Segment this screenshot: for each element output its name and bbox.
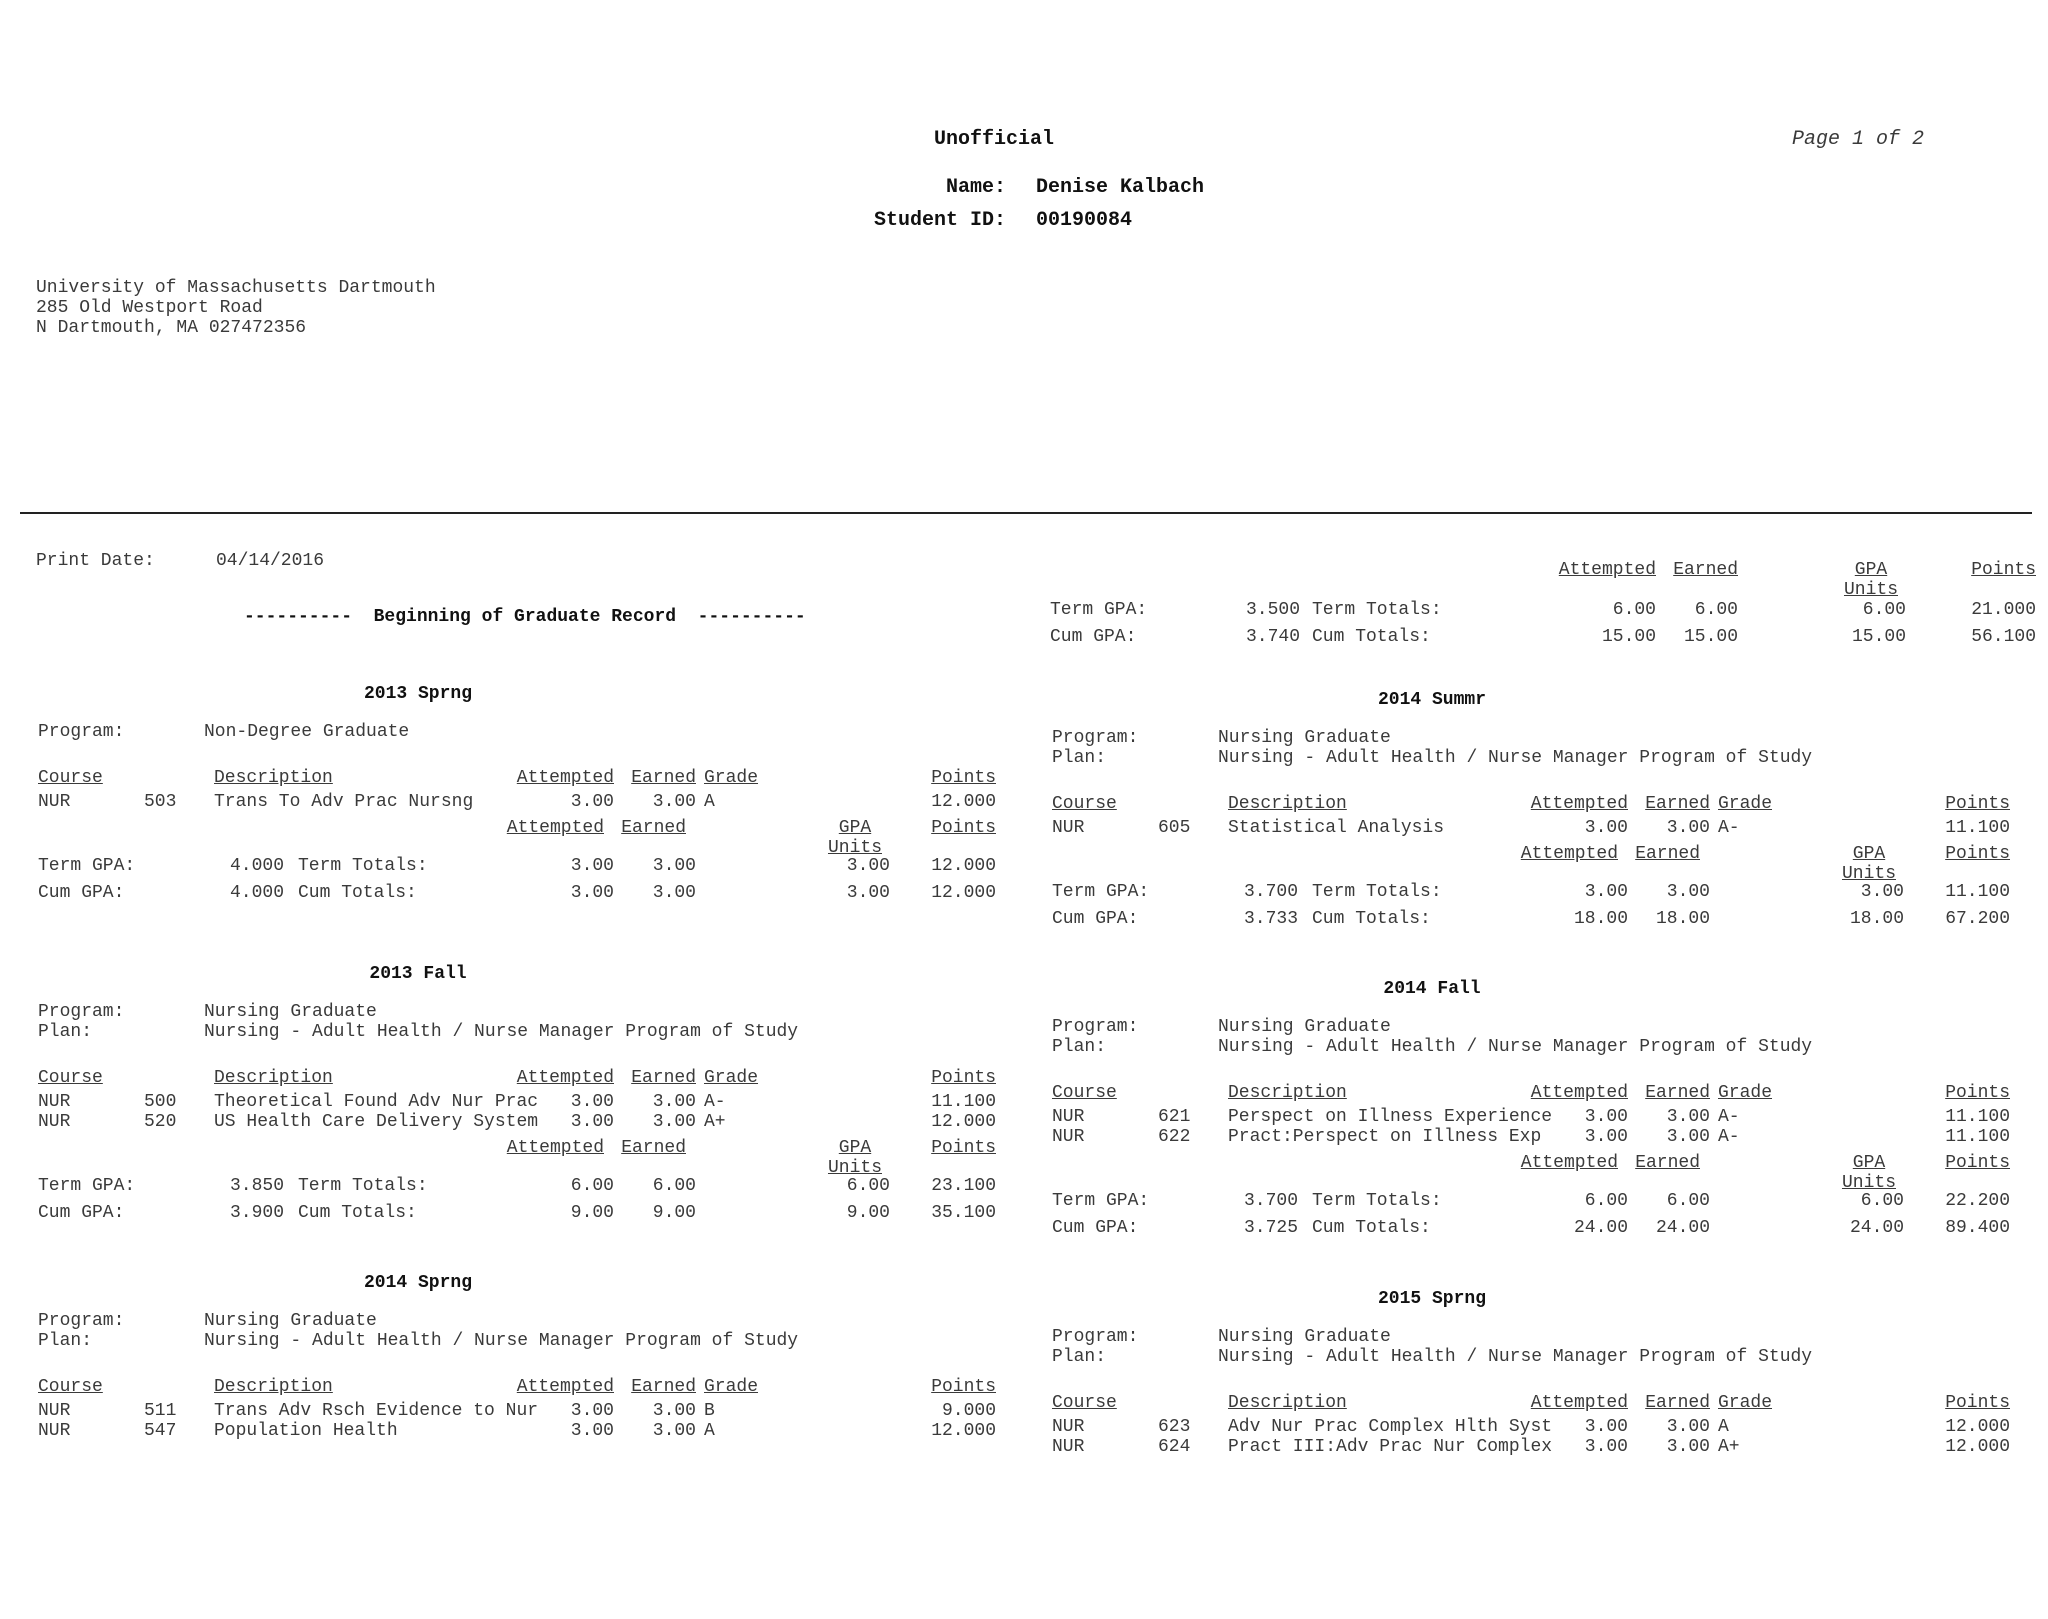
points-header: Points xyxy=(1945,1153,2010,1173)
earned-header: Earned xyxy=(631,1068,696,1088)
earned-header: Earned xyxy=(1645,1393,1710,1413)
cum-gpa: 3.733 xyxy=(1243,909,1298,929)
course-description: Population Health xyxy=(214,1421,398,1441)
course-attempted: 3.00 xyxy=(1584,1107,1628,1127)
cum-totals-label: Cum Totals: xyxy=(298,883,417,903)
attempted-header: Attempted xyxy=(1558,560,1656,580)
course-subject: NUR xyxy=(38,1092,71,1112)
cum-gpa-units: 15.00 xyxy=(1851,627,1906,647)
cum-attempted: 3.00 xyxy=(570,883,614,903)
points-header: Points xyxy=(931,1377,996,1397)
term-totals-label: Term Totals: xyxy=(298,856,428,876)
course-number: 622 xyxy=(1158,1127,1191,1147)
course-description: Statistical Analysis xyxy=(1228,818,1445,838)
gpa-units-header: GPA Units xyxy=(1841,844,1896,884)
cum-points: 35.100 xyxy=(931,1203,996,1223)
term-gpa-units: 6.00 xyxy=(1860,1191,1904,1211)
points-header: Points xyxy=(931,1068,996,1088)
attempted-header: Attempted xyxy=(516,1377,614,1397)
program-label: Program: xyxy=(38,722,125,742)
earned-header: Earned xyxy=(1645,1083,1710,1103)
course-points: 12.000 xyxy=(1945,1417,2010,1437)
record-banner: ---------- Beginning of Graduate Record ---------- xyxy=(244,607,806,627)
term-gpa: 4.000 xyxy=(229,856,284,876)
course-number: 605 xyxy=(1158,818,1191,838)
term-gpa: 3.700 xyxy=(1243,1191,1298,1211)
course-description: Perspect on Illness Experience xyxy=(1228,1107,1553,1127)
address-line-1: University of Massachusetts Dartmouth xyxy=(36,278,436,298)
course-earned: 3.00 xyxy=(1666,1437,1710,1457)
plan-label: Plan: xyxy=(38,1022,93,1042)
course-grade: A- xyxy=(704,1092,726,1112)
course-description: US Health Care Delivery System xyxy=(214,1112,539,1132)
plan-value: Nursing - Adult Health / Nurse Manager Program of Study xyxy=(204,1022,799,1042)
plan-label: Plan: xyxy=(1052,1037,1107,1057)
course-subject: NUR xyxy=(1052,1417,1085,1437)
cum-gpa-units: 3.00 xyxy=(846,883,890,903)
cum-gpa-label: Cum GPA: xyxy=(38,1203,125,1223)
plan-value: Nursing - Adult Health / Nurse Manager Program of Study xyxy=(1218,1037,1813,1057)
course-points: 12.000 xyxy=(1945,1437,2010,1457)
term-earned: 3.00 xyxy=(652,856,696,876)
attempted-header: Attempted xyxy=(1520,1153,1618,1173)
cum-gpa-label: Cum GPA: xyxy=(1052,909,1139,929)
program-value: Nursing Graduate xyxy=(204,1002,377,1022)
term-points: 22.200 xyxy=(1945,1191,2010,1211)
cum-totals-label: Cum Totals: xyxy=(1312,909,1431,929)
description-header: Description xyxy=(1228,1393,1347,1413)
term-gpa-label: Term GPA: xyxy=(1050,600,1148,620)
grade-header: Grade xyxy=(1718,1083,1773,1103)
description-header: Description xyxy=(1228,794,1347,814)
cum-gpa-units: 24.00 xyxy=(1849,1218,1904,1238)
term-title: 2014 Sprng xyxy=(363,1273,473,1293)
plan-label: Plan: xyxy=(1052,748,1107,768)
student-id: 00190084 xyxy=(1036,209,1133,232)
course-grade: A- xyxy=(1718,1107,1740,1127)
course-description: Theoretical Found Adv Nur Prac xyxy=(214,1092,539,1112)
gpa-units-header: GPA Units xyxy=(827,1138,882,1178)
course-number: 624 xyxy=(1158,1437,1191,1457)
course-attempted: 3.00 xyxy=(570,792,614,812)
cum-gpa-units: 18.00 xyxy=(1849,909,1904,929)
attempted-header: Attempted xyxy=(506,818,604,838)
term-gpa-label: Term GPA: xyxy=(38,1176,136,1196)
program-label: Program: xyxy=(38,1311,125,1331)
earned-header: Earned xyxy=(1645,794,1710,814)
attempted-header: Attempted xyxy=(516,1068,614,1088)
term-gpa: 3.700 xyxy=(1243,882,1298,902)
name-label: Name: xyxy=(945,176,1006,199)
description-header: Description xyxy=(214,768,333,788)
earned-header: Earned xyxy=(631,768,696,788)
points-header: Points xyxy=(1945,794,2010,814)
course-subject: NUR xyxy=(38,1401,71,1421)
grade-header: Grade xyxy=(704,1377,759,1397)
term-attempted: 6.00 xyxy=(1612,600,1656,620)
description-header: Description xyxy=(1228,1083,1347,1103)
attempted-header: Attempted xyxy=(516,768,614,788)
term-gpa-units: 3.00 xyxy=(1860,882,1904,902)
term-attempted: 3.00 xyxy=(570,856,614,876)
gpa-units-header: GPA Units xyxy=(1843,560,1898,600)
term-gpa-label: Term GPA: xyxy=(1052,882,1150,902)
cum-earned: 24.00 xyxy=(1655,1218,1710,1238)
description-header: Description xyxy=(214,1377,333,1397)
print-date: 04/14/2016 xyxy=(216,551,325,571)
term-block xyxy=(1052,690,2042,1020)
term-points: 11.100 xyxy=(1945,882,2010,902)
gpa-units-header: GPA Units xyxy=(1841,1153,1896,1193)
course-earned: 3.00 xyxy=(652,1401,696,1421)
points-header: Points xyxy=(1945,1083,2010,1103)
cum-attempted: 9.00 xyxy=(570,1203,614,1223)
program-label: Program: xyxy=(38,1002,125,1022)
plan-value: Nursing - Adult Health / Nurse Manager Program of Study xyxy=(1218,1347,1813,1367)
course-points: 9.000 xyxy=(941,1401,996,1421)
attempted-header: Attempted xyxy=(1520,844,1618,864)
course-attempted: 3.00 xyxy=(1584,1127,1628,1147)
course-header: Course xyxy=(1052,794,1117,814)
course-earned: 3.00 xyxy=(1666,1107,1710,1127)
term-block xyxy=(1052,979,2042,1309)
course-attempted: 3.00 xyxy=(570,1112,614,1132)
attempted-header: Attempted xyxy=(1530,1393,1628,1413)
course-grade: A- xyxy=(1718,818,1740,838)
student-id-label: Student ID: xyxy=(873,209,1006,232)
course-subject: NUR xyxy=(38,1112,71,1132)
term-attempted: 6.00 xyxy=(1584,1191,1628,1211)
cum-earned: 18.00 xyxy=(1655,909,1710,929)
course-grade: A- xyxy=(1718,1127,1740,1147)
course-grade: A+ xyxy=(1718,1437,1740,1457)
address-line-3: N Dartmouth, MA 027472356 xyxy=(36,318,307,338)
term-block xyxy=(38,1273,1028,1603)
course-description: Pract:Perspect on Illness Exp xyxy=(1228,1127,1542,1147)
term-points: 23.100 xyxy=(931,1176,996,1196)
term-points: 12.000 xyxy=(931,856,996,876)
header-divider xyxy=(20,512,2032,514)
attempted-header: Attempted xyxy=(1530,794,1628,814)
course-number: 500 xyxy=(144,1092,177,1112)
course-grade: B xyxy=(704,1401,715,1421)
term-totals-label: Term Totals: xyxy=(1312,600,1442,620)
points-header: Points xyxy=(931,818,996,838)
course-grade: A xyxy=(1718,1417,1729,1437)
program-value: Nursing Graduate xyxy=(204,1311,377,1331)
course-attempted: 3.00 xyxy=(570,1421,614,1441)
course-number: 547 xyxy=(144,1421,177,1441)
course-number: 520 xyxy=(144,1112,177,1132)
term-gpa: 3.500 xyxy=(1245,600,1300,620)
course-number: 623 xyxy=(1158,1417,1191,1437)
term-block xyxy=(1052,1289,2042,1619)
cum-attempted: 18.00 xyxy=(1573,909,1628,929)
gpa-units-header: GPA Units xyxy=(827,818,882,858)
term-totals-label: Term Totals: xyxy=(1312,1191,1442,1211)
print-date-label: Print Date: xyxy=(36,551,155,571)
course-earned: 3.00 xyxy=(1666,1417,1710,1437)
earned-header: Earned xyxy=(621,1138,686,1158)
cum-earned: 3.00 xyxy=(652,883,696,903)
points-header: Points xyxy=(1945,1393,2010,1413)
course-header: Course xyxy=(38,1068,103,1088)
cum-attempted: 24.00 xyxy=(1573,1218,1628,1238)
term-earned: 6.00 xyxy=(652,1176,696,1196)
program-value: Nursing Graduate xyxy=(1218,1017,1391,1037)
cum-gpa-label: Cum GPA: xyxy=(1050,627,1137,647)
cum-gpa-label: Cum GPA: xyxy=(38,883,125,903)
plan-value: Nursing - Adult Health / Nurse Manager Program of Study xyxy=(204,1331,799,1351)
course-number: 511 xyxy=(144,1401,177,1421)
cum-totals-label: Cum Totals: xyxy=(298,1203,417,1223)
course-attempted: 3.00 xyxy=(570,1401,614,1421)
attempted-header: Attempted xyxy=(1530,1083,1628,1103)
points-header: Points xyxy=(931,768,996,788)
grade-header: Grade xyxy=(1718,1393,1773,1413)
course-header: Course xyxy=(38,768,103,788)
cum-points: 67.200 xyxy=(1945,909,2010,929)
program-value: Nursing Graduate xyxy=(1218,728,1391,748)
term-gpa: 3.850 xyxy=(229,1176,284,1196)
term-gpa-label: Term GPA: xyxy=(38,856,136,876)
course-points: 11.100 xyxy=(1945,818,2010,838)
course-attempted: 3.00 xyxy=(1584,1417,1628,1437)
term-block xyxy=(38,964,1028,1294)
plan-label: Plan: xyxy=(1052,1347,1107,1367)
student-name: Denise Kalbach xyxy=(1036,176,1205,199)
course-attempted: 3.00 xyxy=(570,1092,614,1112)
program-value: Nursing Graduate xyxy=(1218,1327,1391,1347)
points-header: Points xyxy=(1971,560,2036,580)
term-totals-label: Term Totals: xyxy=(298,1176,428,1196)
course-header: Course xyxy=(1052,1393,1117,1413)
course-grade: A xyxy=(704,1421,715,1441)
cum-gpa-units: 9.00 xyxy=(846,1203,890,1223)
cum-gpa: 3.725 xyxy=(1243,1218,1298,1238)
grade-header: Grade xyxy=(1718,794,1773,814)
description-header: Description xyxy=(214,1068,333,1088)
term-gpa-units: 6.00 xyxy=(846,1176,890,1196)
attempted-header: Attempted xyxy=(506,1138,604,1158)
earned-header: Earned xyxy=(621,818,686,838)
course-earned: 3.00 xyxy=(1666,1127,1710,1147)
program-label: Program: xyxy=(1052,1327,1139,1347)
course-points: 11.100 xyxy=(931,1092,996,1112)
course-description: Pract III:Adv Prac Nur Complex xyxy=(1228,1437,1553,1457)
course-description: Trans Adv Rsch Evidence to Nur xyxy=(214,1401,539,1421)
term-earned: 6.00 xyxy=(1666,1191,1710,1211)
term-earned: 6.00 xyxy=(1694,600,1738,620)
term-title: 2013 Sprng xyxy=(363,684,473,704)
term-attempted: 3.00 xyxy=(1584,882,1628,902)
address-line-2: 285 Old Westport Road xyxy=(36,298,263,318)
cum-points: 89.400 xyxy=(1945,1218,2010,1238)
course-subject: NUR xyxy=(1052,1127,1085,1147)
plan-value: Nursing - Adult Health / Nurse Manager Program of Study xyxy=(1218,748,1813,768)
earned-header: Earned xyxy=(631,1377,696,1397)
course-attempted: 3.00 xyxy=(1584,818,1628,838)
course-subject: NUR xyxy=(1052,1437,1085,1457)
course-header: Course xyxy=(1052,1083,1117,1103)
grade-header: Grade xyxy=(704,768,759,788)
cum-points: 12.000 xyxy=(931,883,996,903)
page-number: Page 1 of 2 xyxy=(1792,128,1925,151)
cum-gpa: 4.000 xyxy=(229,883,284,903)
earned-header: Earned xyxy=(1635,1153,1700,1173)
course-number: 503 xyxy=(144,792,177,812)
cum-gpa: 3.740 xyxy=(1245,627,1300,647)
course-points: 11.100 xyxy=(1945,1127,2010,1147)
course-description: Trans To Adv Prac Nursng xyxy=(214,792,474,812)
course-points: 11.100 xyxy=(1945,1107,2010,1127)
term-gpa-units: 3.00 xyxy=(846,856,890,876)
course-number: 621 xyxy=(1158,1107,1191,1127)
program-value: Non-Degree Graduate xyxy=(204,722,410,742)
cum-totals-label: Cum Totals: xyxy=(1312,627,1431,647)
earned-header: Earned xyxy=(1673,560,1738,580)
term-title: 2013 Fall xyxy=(369,964,467,984)
course-subject: NUR xyxy=(38,1421,71,1441)
course-grade: A xyxy=(704,792,715,812)
course-earned: 3.00 xyxy=(652,1092,696,1112)
term-attempted: 6.00 xyxy=(570,1176,614,1196)
term-earned: 3.00 xyxy=(1666,882,1710,902)
course-header: Course xyxy=(38,1377,103,1397)
points-header: Points xyxy=(1945,844,2010,864)
course-points: 12.000 xyxy=(931,1421,996,1441)
term-title: 2014 Summr xyxy=(1377,690,1487,710)
term-title: 2015 Sprng xyxy=(1377,1289,1487,1309)
course-earned: 3.00 xyxy=(1666,818,1710,838)
cum-attempted: 15.00 xyxy=(1601,627,1656,647)
points-header: Points xyxy=(931,1138,996,1158)
cum-gpa: 3.900 xyxy=(229,1203,284,1223)
term-title: 2014 Fall xyxy=(1383,979,1481,999)
course-subject: NUR xyxy=(1052,818,1085,838)
cum-points: 56.100 xyxy=(1971,627,2036,647)
cum-gpa-label: Cum GPA: xyxy=(1052,1218,1139,1238)
earned-header: Earned xyxy=(1635,844,1700,864)
course-points: 12.000 xyxy=(931,792,996,812)
cum-totals-label: Cum Totals: xyxy=(1312,1218,1431,1238)
course-earned: 3.00 xyxy=(652,792,696,812)
cum-earned: 9.00 xyxy=(652,1203,696,1223)
term-points: 21.000 xyxy=(1971,600,2036,620)
course-earned: 3.00 xyxy=(652,1421,696,1441)
course-attempted: 3.00 xyxy=(1584,1437,1628,1457)
course-earned: 3.00 xyxy=(652,1112,696,1132)
term-totals-label: Term Totals: xyxy=(1312,882,1442,902)
course-description: Adv Nur Prac Complex Hlth Syst xyxy=(1228,1417,1553,1437)
course-subject: NUR xyxy=(38,792,71,812)
program-label: Program: xyxy=(1052,728,1139,748)
grade-header: Grade xyxy=(704,1068,759,1088)
term-gpa-units: 6.00 xyxy=(1862,600,1906,620)
plan-label: Plan: xyxy=(38,1331,93,1351)
course-subject: NUR xyxy=(1052,1107,1085,1127)
term-gpa-label: Term GPA: xyxy=(1052,1191,1150,1211)
program-label: Program: xyxy=(1052,1017,1139,1037)
course-grade: A+ xyxy=(704,1112,726,1132)
course-points: 12.000 xyxy=(931,1112,996,1132)
document-status: Unofficial xyxy=(934,128,1055,151)
cum-earned: 15.00 xyxy=(1683,627,1738,647)
